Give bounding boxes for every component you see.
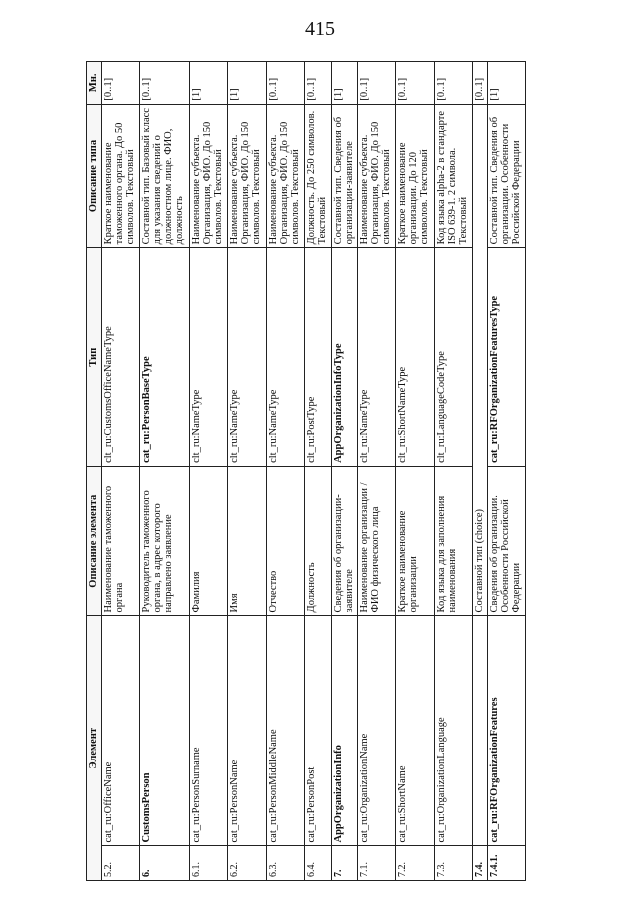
- row-number: 7.4.1.: [487, 846, 525, 881]
- table-row: [487, 62, 525, 881]
- row-element-desc: Сведения об организации-заявителе: [331, 466, 358, 616]
- row-type: cat_ru:RFOrganizationFeaturesType: [487, 248, 525, 467]
- row-number: 6.4.: [304, 846, 331, 881]
- row-element: cat_ru:OrganizationName: [358, 616, 396, 846]
- table-row-choice: [472, 62, 487, 881]
- row-element: AppOrganizationInfo: [331, 616, 358, 846]
- row-type: clt_ru:NameType: [228, 248, 266, 467]
- row-multiplicity: [0..1]: [266, 62, 304, 105]
- row-type: clt_ru:ShortNameType: [396, 248, 434, 467]
- row-number: 7.3.: [434, 846, 472, 881]
- row-number: 6.1.: [190, 846, 228, 881]
- row-type-desc: Наименование субъекта. Организация, ФИО. До 150 символов. Текстовый: [358, 104, 396, 248]
- row-element-desc: Код языка для заполнения наименования: [434, 466, 472, 616]
- row-type: cat_ru:PersonBaseType: [140, 248, 190, 467]
- table-row: [140, 62, 190, 881]
- row-element-desc: Наименование организации / ФИО физического лица: [358, 466, 396, 616]
- row-element-desc: Должность: [304, 466, 331, 616]
- row-multiplicity: [0..1]: [358, 62, 396, 105]
- table-row: [396, 62, 434, 881]
- row-type-desc: Краткое наименование таможенного органа. До 50 символов. Текстовый: [102, 104, 140, 248]
- header-element-desc: Описание элемента: [87, 466, 102, 616]
- data-table: [86, 61, 526, 881]
- row-type: clt_ru:NameType: [190, 248, 228, 467]
- row-number: 6.2.: [228, 846, 266, 881]
- table-row: [266, 62, 304, 881]
- row-type-desc: Должность. До 250 символов. Текстовый: [304, 104, 331, 248]
- row-element: cat_ru:RFOrganizationFeatures: [487, 616, 525, 846]
- row-element: CustomsPerson: [140, 616, 190, 846]
- row-multiplicity: [0..1]: [304, 62, 331, 105]
- row-type: clt_ru:PostType: [304, 248, 331, 467]
- table-row: [358, 62, 396, 881]
- row-type: AppOrganizationInfoType: [331, 248, 358, 467]
- table-row: [304, 62, 331, 881]
- row-type-desc: Краткое наименование организации. До 120 символов. Текстовый: [396, 104, 434, 248]
- row-multiplicity: [0..1]: [434, 62, 472, 105]
- row-element: cat_ru:PersonName: [228, 616, 266, 846]
- row-number: 7.2.: [396, 846, 434, 881]
- row-number: 7.: [331, 846, 358, 881]
- row-multiplicity: [0..1]: [140, 62, 190, 105]
- row-multiplicity: [0..1]: [472, 62, 487, 105]
- row-element: cat_ru:PersonMiddleName: [266, 616, 304, 846]
- row-number: 6.3.: [266, 846, 304, 881]
- table-header-row: [87, 62, 102, 881]
- row-element: cat_ru:OfficeName: [102, 616, 140, 846]
- row-element-desc: Краткое наименование организации: [396, 466, 434, 616]
- row-element-empty: [472, 616, 487, 846]
- row-multiplicity: [1]: [331, 62, 358, 105]
- row-type: clt_ru:LanguageCodeType: [434, 248, 472, 467]
- header-type-desc: Описание типа: [87, 104, 102, 248]
- row-element-desc: Имя: [228, 466, 266, 616]
- row-element-desc: Наименование таможенного органа: [102, 466, 140, 616]
- table-row: [190, 62, 228, 881]
- row-number: 5.2.: [102, 846, 140, 881]
- header-element: Элемент: [87, 616, 102, 881]
- table-row: [102, 62, 140, 881]
- table-row: [331, 62, 358, 881]
- row-element: cat_ru:PersonSurname: [190, 616, 228, 846]
- row-element-desc: Сведения об организации. Особенности Российской Федерации: [487, 466, 525, 616]
- row-type-desc: Наименование субъекта. Организация, ФИО. До 150 символов. Текстовый: [228, 104, 266, 248]
- row-multiplicity: [1]: [190, 62, 228, 105]
- row-element: cat_ru:ShortName: [396, 616, 434, 846]
- row-element: cat_ru:PersonPost: [304, 616, 331, 846]
- row-number: 6.: [140, 846, 190, 881]
- row-element-desc: Отчество: [266, 466, 304, 616]
- row-type: clt_ru:CustomsOfficeNameType: [102, 248, 140, 467]
- row-element: cat_ru:OrganizationLanguage: [434, 616, 472, 846]
- row-multiplicity: [1]: [228, 62, 266, 105]
- row-type: clt_ru:NameType: [266, 248, 304, 467]
- row-number: 7.1.: [358, 846, 396, 881]
- row-element-desc: Руководитель таможенного органа, в адрес которого направлено заявление: [140, 466, 190, 616]
- row-number: 7.4.: [472, 846, 487, 881]
- table-row: [434, 62, 472, 881]
- row-type: clt_ru:NameType: [358, 248, 396, 467]
- table-row: [228, 62, 266, 881]
- header-multiplicity: Мн.: [87, 62, 102, 105]
- row-multiplicity: [1]: [487, 62, 525, 105]
- row-element-desc: Фамилия: [190, 466, 228, 616]
- row-choice-text: Составной тип (choice): [472, 104, 487, 616]
- rotated-table-wrapper: [86, 61, 526, 881]
- row-multiplicity: [0..1]: [102, 62, 140, 105]
- page-number: 415: [305, 18, 335, 40]
- row-type-desc: Код языка alpha-2 в стандарте ISO 639-1. 2 символа. Текстовый: [434, 104, 472, 248]
- row-type-desc: Наименование субъекта. Организация, ФИО. До 150 символов. Текстовый: [190, 104, 228, 248]
- row-type-desc: Составной тип. Сведения об организации-заявителе: [331, 104, 358, 248]
- row-type-desc: Наименование субъекта. Организация, ФИО. До 150 символов. Текстовый: [266, 104, 304, 248]
- row-multiplicity: [0..1]: [396, 62, 434, 105]
- header-type: Тип: [87, 248, 102, 467]
- row-type-desc: Составной тип. Сведения об организации. Особенности Российской Федерации: [487, 104, 525, 248]
- row-type-desc: Составной тип. Базовый класс для указания сведений о должностном лице. ФИО, должность: [140, 104, 190, 248]
